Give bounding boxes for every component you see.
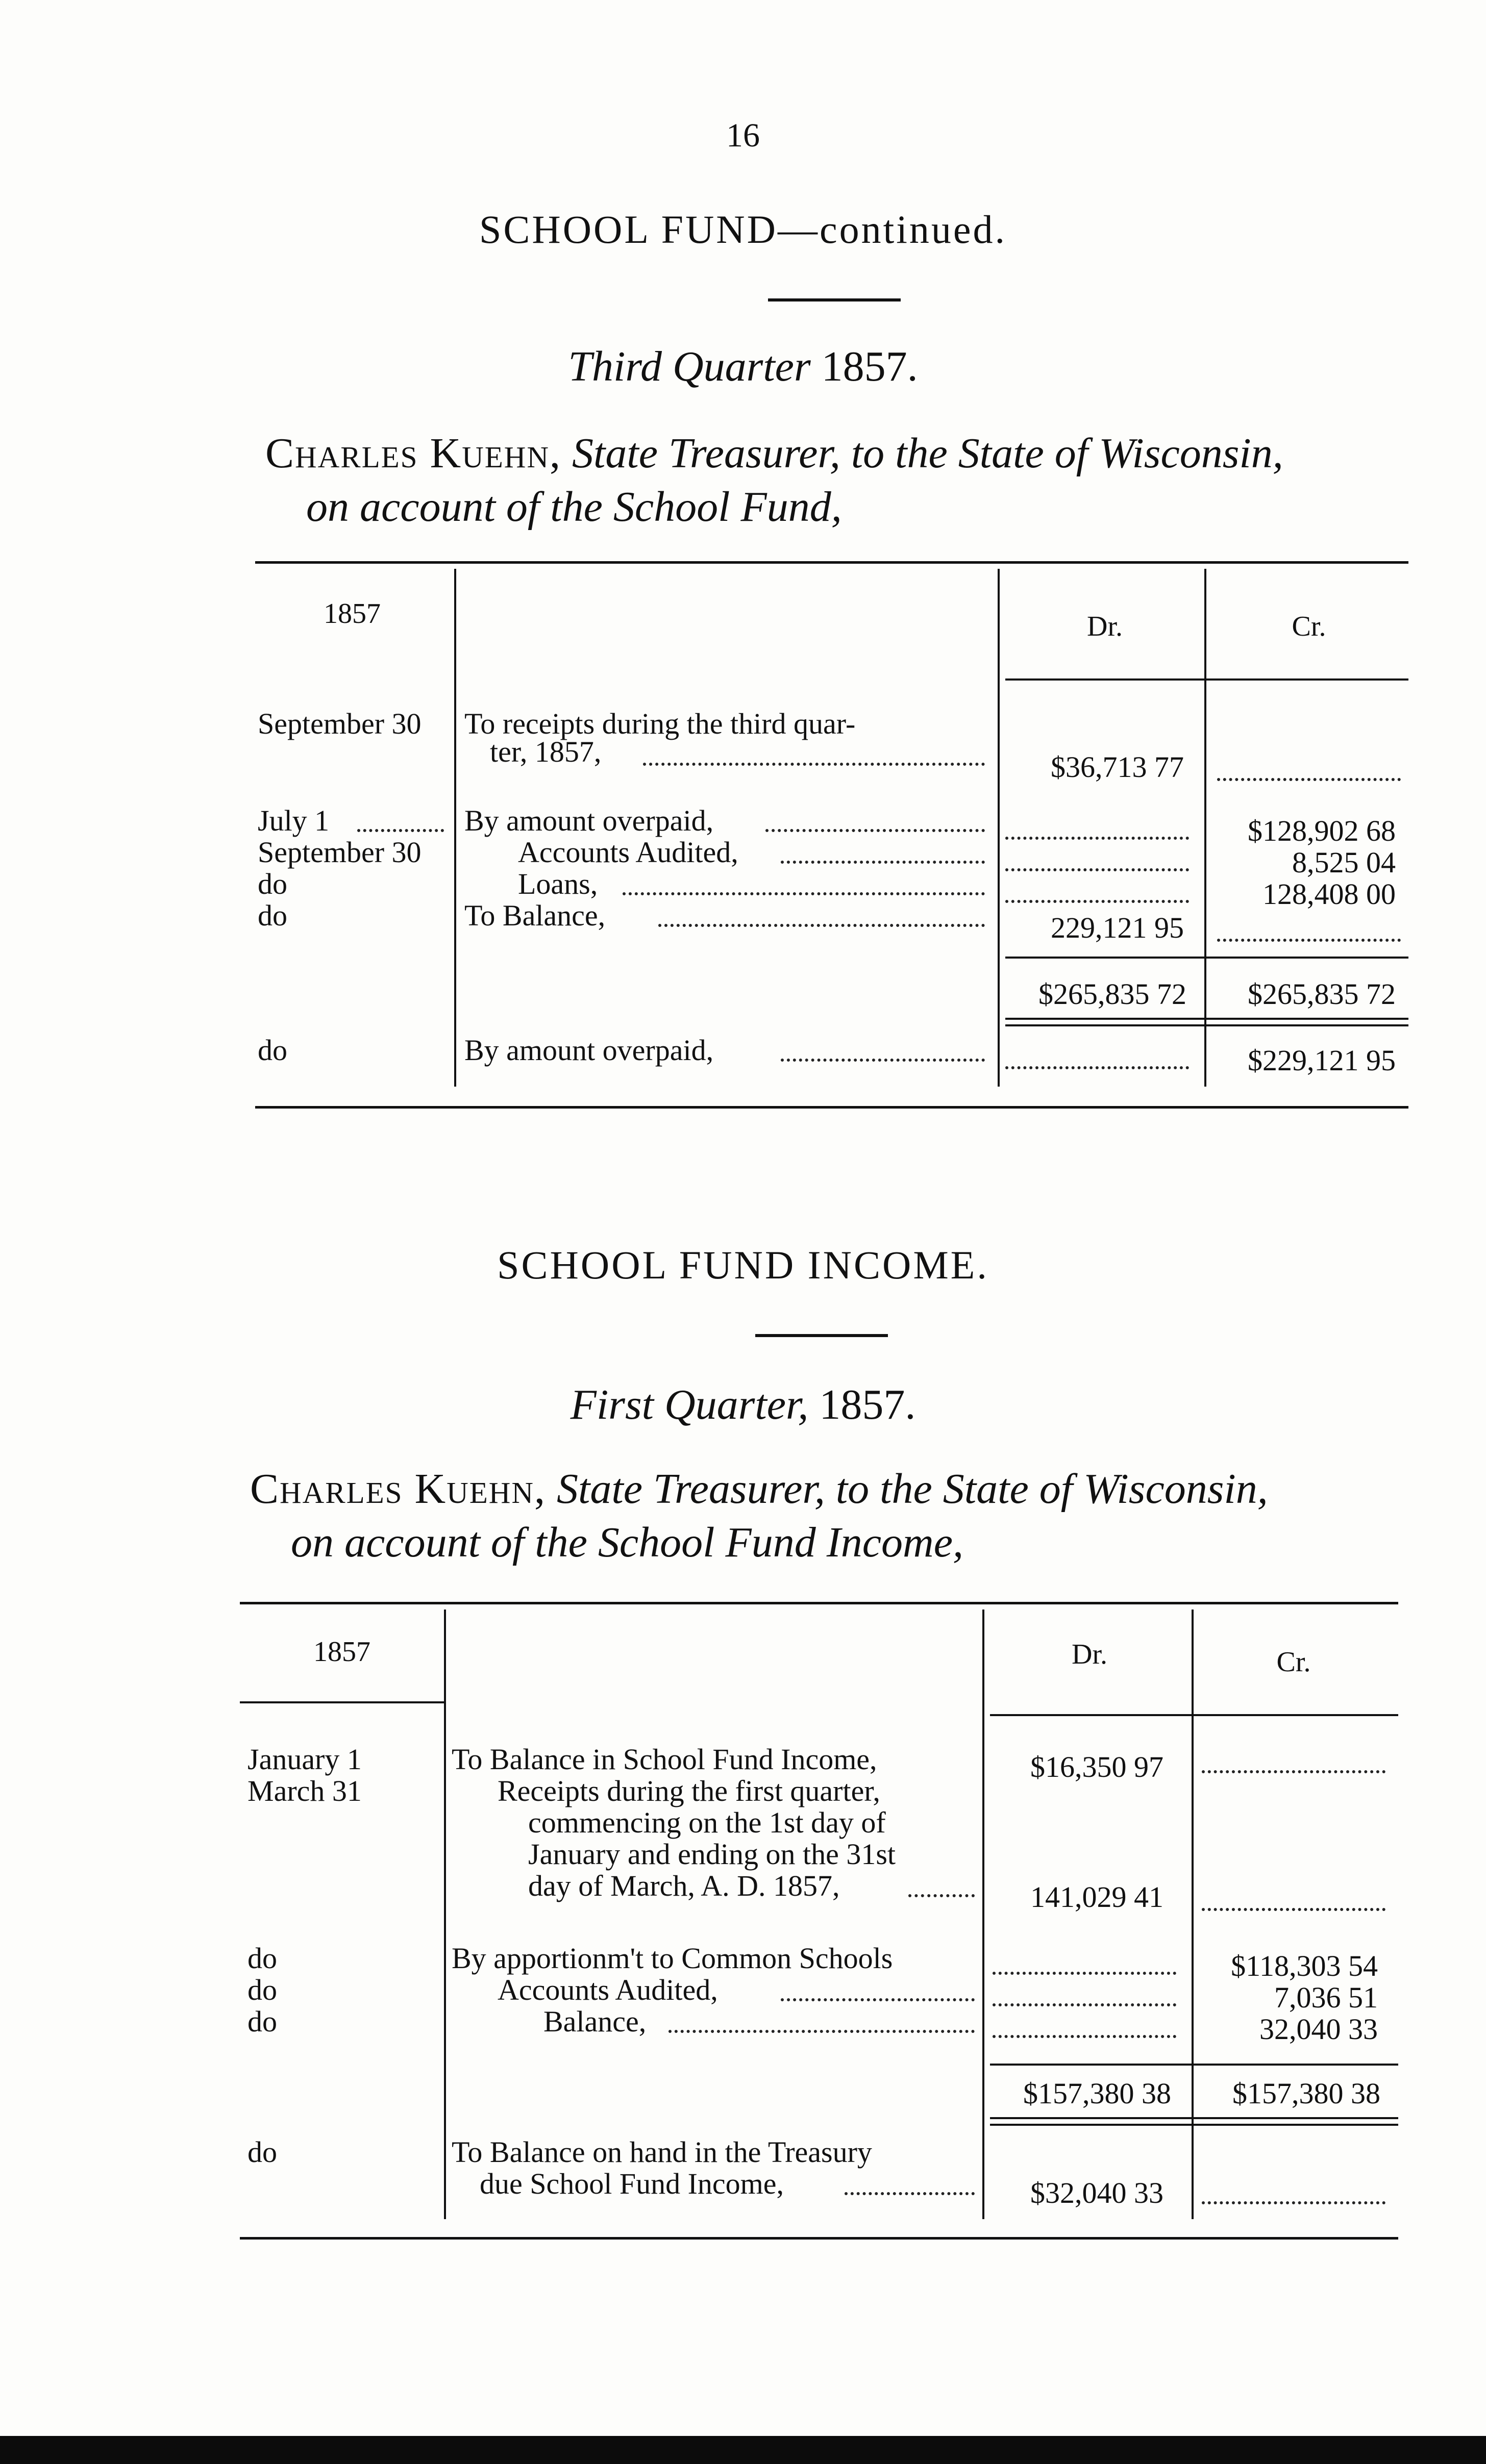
section-title-school-fund: SCHOOL FUND—continued. [479, 207, 1007, 252]
dr-amount: 141,029 41 [1030, 1880, 1163, 1914]
row-description: Balance, [543, 2005, 647, 2038]
row-description: By amount overpaid, [464, 1034, 714, 1067]
leader-dots [765, 829, 985, 832]
treasurer-title: State Treasurer, to the State of Wisconsin, [572, 430, 1283, 477]
column-divider [454, 569, 456, 1087]
header-rule [990, 1714, 1398, 1716]
row-description-cont: ter, 1857, [490, 735, 602, 768]
row-description-cont: January and ending on the 31st [528, 1838, 896, 1871]
leader-dots [908, 1894, 975, 1897]
column-divider [998, 569, 1000, 1087]
leader-dots [1005, 900, 1189, 903]
quarter-year: 1857. [819, 1381, 916, 1428]
table-top-rule [255, 561, 1408, 564]
table-top-rule [240, 1602, 1398, 1604]
dr-amount: $36,713 77 [1051, 750, 1184, 784]
row-description: To Balance on hand in the Treasury [452, 2135, 872, 2169]
leader-dots [993, 2035, 1176, 2038]
row-description: Loans, [518, 867, 598, 900]
header-rule [1005, 678, 1408, 681]
column-divider [982, 1610, 984, 2219]
title-rule [755, 1334, 888, 1337]
cr-total: $265,835 72 [1248, 977, 1396, 1011]
row-date: do [247, 2005, 277, 2038]
table-bottom-rule [240, 2237, 1398, 2240]
column-divider [444, 1610, 446, 2219]
title-rule [768, 298, 901, 301]
dr-amount: $16,350 97 [1030, 1750, 1163, 1783]
totals-top-rule [990, 2064, 1398, 2066]
totals-double-rule [990, 2117, 1398, 2119]
totals-double-rule [1005, 1024, 1408, 1026]
quarter-label: First Quarter, [570, 1381, 809, 1428]
cr-amount: 7,036 51 [1274, 1981, 1378, 2014]
totals-double-rule [1005, 1018, 1408, 1020]
totals-top-rule [1005, 957, 1408, 959]
quarter-heading [0, 1380, 1486, 1429]
row-date: July 1 [258, 804, 330, 837]
row-date: do [258, 867, 287, 900]
row-description: Accounts Audited, [498, 1973, 718, 2006]
leader-dots [1202, 2201, 1385, 2204]
leader-dots [1217, 939, 1401, 942]
row-description: Receipts during the first quarter, [498, 1774, 880, 1807]
cr-header: Cr. [1276, 1646, 1311, 1678]
cr-amount: 8,525 04 [1292, 846, 1396, 879]
row-date: September 30 [258, 836, 422, 869]
cr-amount: $118,303 54 [1231, 1949, 1378, 1982]
row-date: do [247, 1942, 277, 1975]
column-divider [1204, 569, 1206, 1087]
account-line: on account of the School Fund, [306, 483, 842, 531]
section-title-school-fund-income: SCHOOL FUND INCOME. [497, 1243, 989, 1287]
dr-amount: $32,040 33 [1030, 2176, 1163, 2209]
leader-dots [1202, 1908, 1385, 1911]
page-number: 16 [726, 117, 760, 154]
leader-dots [993, 2003, 1176, 2006]
leader-dots [993, 1972, 1176, 1975]
leader-dots [1005, 868, 1189, 871]
quarter-year: 1857. [821, 343, 918, 390]
treasurer-title: State Treasurer, to the State of Wisconsin, [557, 1465, 1268, 1513]
leader-dots [845, 2192, 975, 2195]
row-date: do [258, 1034, 287, 1067]
treasurer-line [265, 429, 1283, 478]
year-header: 1857 [324, 598, 381, 630]
row-description: By amount overpaid, [464, 804, 714, 837]
row-description: By apportionm't to Common Schools [452, 1942, 893, 1975]
row-description-cont: due School Fund Income, [480, 2167, 784, 2200]
leader-dots [643, 763, 985, 766]
row-description: To Balance, [464, 899, 606, 932]
treasurer-line [250, 1464, 1268, 1514]
totals-double-rule [990, 2124, 1398, 2126]
cr-total: $157,380 38 [1232, 2077, 1380, 2110]
row-date: do [258, 899, 287, 932]
treasurer-name: Charles Kuehn, [265, 430, 562, 477]
account-line: on account of the School Fund Income, [291, 1519, 963, 1566]
leader-dots [357, 829, 444, 832]
dr-amount: 229,121 95 [1051, 911, 1184, 944]
row-description: Accounts Audited, [518, 836, 738, 869]
leader-dots [668, 2030, 975, 2033]
quarter-heading [0, 342, 1486, 391]
leader-dots [1005, 837, 1189, 840]
leader-dots [623, 892, 985, 895]
scan-edge-bar [0, 2436, 1486, 2464]
cr-amount: 128,408 00 [1262, 877, 1396, 911]
row-date: March 31 [247, 1774, 362, 1807]
dr-header: Dr. [1072, 1639, 1107, 1670]
leader-dots [781, 861, 985, 864]
ledger-table-school-fund [255, 556, 1408, 1122]
row-description-cont: day of March, A. D. 1857, [528, 1869, 840, 1902]
leader-dots [781, 1998, 975, 2001]
cr-amount: 32,040 33 [1259, 2013, 1378, 2046]
cr-amount: $229,121 95 [1248, 1044, 1396, 1077]
quarter-label: Third Quarter [568, 343, 811, 390]
treasurer-name: Charles Kuehn, [250, 1465, 547, 1513]
row-date: do [247, 2135, 277, 2169]
row-description: To receipts during the third quar- [464, 707, 856, 740]
cr-amount: $128,902 68 [1248, 814, 1396, 847]
leader-dots [658, 924, 985, 927]
ledger-table-school-fund-income [240, 1592, 1398, 2265]
row-date: do [247, 1973, 277, 2006]
dr-total: $265,835 72 [1038, 977, 1186, 1011]
row-date: January 1 [247, 1743, 362, 1776]
row-description-cont: commencing on the 1st day of [528, 1806, 886, 1839]
year-header: 1857 [313, 1636, 370, 1668]
column-divider [1192, 1610, 1194, 2219]
leader-dots [1217, 778, 1401, 781]
dr-total: $157,380 38 [1023, 2077, 1171, 2110]
leader-dots [1202, 1770, 1385, 1773]
leader-dots [781, 1059, 985, 1062]
leader-dots [1005, 1066, 1189, 1069]
cr-header: Cr. [1292, 611, 1326, 642]
row-description: To Balance in School Fund Income, [452, 1743, 877, 1776]
header-rule [240, 1701, 444, 1703]
dr-header: Dr. [1087, 611, 1123, 642]
row-date: September 30 [258, 707, 422, 740]
table-bottom-rule [255, 1106, 1408, 1109]
